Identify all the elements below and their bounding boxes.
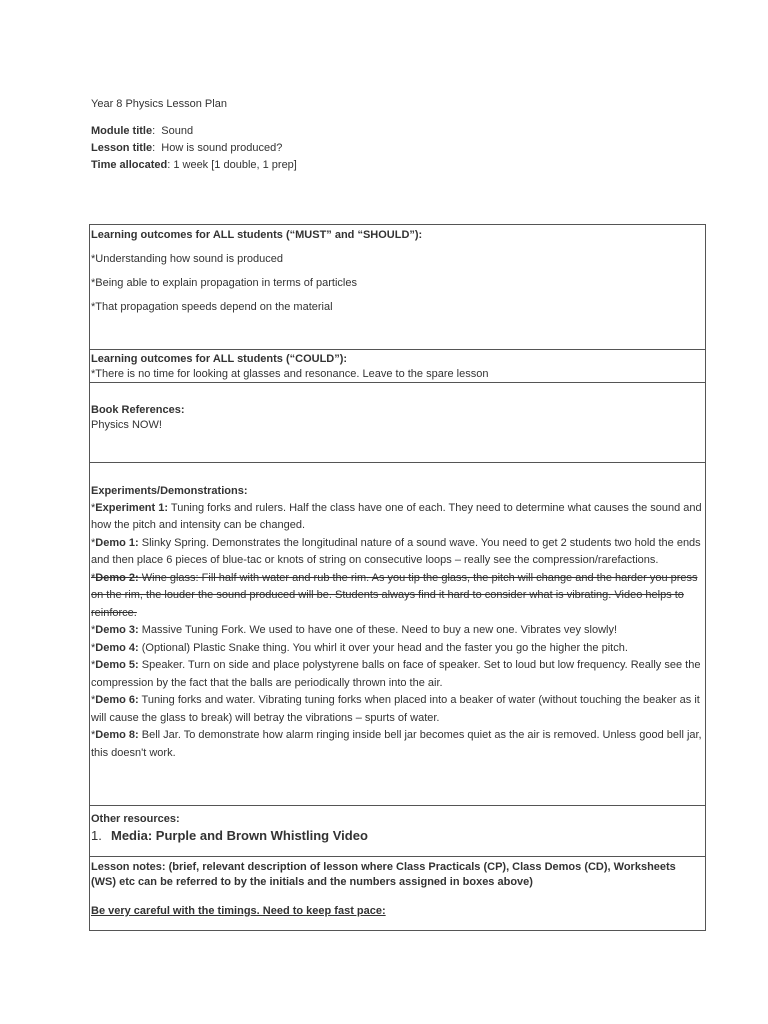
- experiment-text: (Optional) Plastic Snake thing. You whirl it over your head and the faster you go the higher the pitch.: [141, 641, 628, 654]
- experiment-item: *Demo 8: Bell Jar. To demonstrate how alarm ringing inside bell jar becomes quiet as the air is removed. Unless good bell jar, this doesn't work.: [91, 729, 702, 759]
- media-resource-number: 1.: [91, 827, 102, 843]
- experiment-text: Bell Jar. To demonstrate how alarm ringing inside bell jar becomes quiet as the air is removed. Unless good bell jar, this doesn't work.: [91, 729, 702, 759]
- book-references-cell: [90, 383, 705, 463]
- document-title: Year 8 Physics Lesson Plan: [91, 98, 227, 110]
- book-references-heading: Book References:: [91, 404, 185, 416]
- experiment-item: *Demo 3: Massive Tuning Fork. We used to have one of these. Need to buy a new one. Vibrates vey slowly!: [91, 624, 618, 637]
- experiment-item: *Demo 1: Slinky Spring. Demonstrates the longitudinal nature of a sound wave. You need to get 2 students two hold the ends and then place 6 pieces of blue-tac or knots of string on consecutive loops – really see the compression/rarefactions.: [91, 536, 701, 567]
- experiments-cell: [90, 463, 705, 806]
- notes-spacer: [91, 890, 703, 904]
- experiment-text: Tuning forks and rulers. Half the class have one of each. They need to determine what causes the sound and how the pitch and intensity can be changed.: [91, 501, 702, 532]
- lesson-plan-table: [89, 224, 706, 931]
- experiment-text: Massive Tuning Fork. We used to have one of these. Need to buy a new one. Vibrates vey slowly!: [141, 624, 618, 637]
- experiment-text: Speaker. Turn on side and place polystyrene balls on face of speaker. Set to loud but low frequency. Really see the compression by the fact that the balls are periodically thrown into the air.: [91, 659, 701, 689]
- experiment-label: Demo 3:: [95, 624, 139, 637]
- outcome-item: *Being able to explain propagation in terms of particles: [91, 276, 357, 289]
- experiment-label: Demo 1:: [95, 536, 139, 549]
- lesson-title-label: Lesson title: [91, 141, 153, 154]
- experiment-label: Demo 8:: [95, 729, 139, 742]
- experiment-item-struck: *Demo 2: Wine glass: Fill half with water and rub the rim. As you tip the glass, the pitch will change and the harder you press on the rim, the louder the sound produced will be. Students always find it hard to consider what is vibrating. Video helps to reinforce.: [91, 571, 698, 619]
- media-resource-item: [91, 827, 703, 845]
- experiments-heading: Experiments/Demonstrations:: [91, 485, 248, 497]
- outcomes-could-heading: Learning outcomes for ALL students (“COULD”):: [91, 353, 348, 365]
- outcomes-must-cell: [90, 225, 705, 350]
- outcome-item: *That propagation speeds depend on the material: [91, 300, 333, 313]
- document-header: [91, 97, 691, 174]
- module-title-line: Module title: Sound: [91, 124, 194, 137]
- lesson-title-value: How is sound produced?: [161, 141, 283, 154]
- book-reference-value: Physics NOW!: [91, 418, 162, 431]
- experiment-label: Demo 5:: [95, 659, 139, 672]
- experiment-item: *Demo 4: (Optional) Plastic Snake thing. You whirl it over your head and the faster you go the higher the pitch.: [91, 641, 628, 654]
- time-allocated-value: : 1 week [1 double, 1 prep]: [167, 158, 297, 171]
- lesson-notes-heading: Lesson notes: (brief, relevant description of lesson where Class Practicals (CP), Class Demos (CD), Worksheets (WS) etc can be referred to by the initials and the numbers assigned in boxes above): [91, 861, 676, 888]
- experiment-label: Demo 4:: [95, 641, 139, 654]
- outcomes-must-heading: Learning outcomes for ALL students (“MUST” and “SHOULD”):: [91, 229, 423, 241]
- time-allocated-label: Time allocated: [91, 158, 168, 171]
- experiment-item: *Experiment 1: Tuning forks and rulers. Half the class have one of each. They need to determine what causes the sound and how the pitch and intensity can be changed.: [91, 501, 702, 532]
- time-allocated-line: [91, 158, 691, 173]
- media-resource-text: Media: Purple and Brown Whistling Video: [111, 827, 368, 843]
- experiment-text: Slinky Spring. Demonstrates the longitudinal nature of a sound wave. You need to get 2 students two hold the ends and then place 6 pieces of blue-tac or knots of string on consecutive loops – really see the compression/rarefactions.: [91, 536, 701, 567]
- experiment-item: *Demo 6: Tuning forks and water. Vibrating tuning forks when placed into a beaker of water (without touching the beaker as it will cause the glass to break) will betray the vibrations – spurts of water.: [91, 694, 700, 724]
- experiment-label: Demo 2:: [95, 571, 139, 584]
- experiment-item: *Demo 5: Speaker. Turn on side and place polystyrene balls on face of speaker. Set to loud but low frequency. Really see the compression by the fact that the balls are periodically thrown into the air.: [91, 659, 701, 689]
- module-title-value: Sound: [161, 124, 194, 137]
- other-resources-cell: [90, 806, 705, 857]
- experiment-text: Wine glass: Fill half with water and rub the rim. As you tip the glass, the pitch will change and the harder you press on the rim, the louder the sound produced will be. Students always find it hard to consider what is vibrating. Video helps to reinforce.: [91, 571, 698, 619]
- experiment-label: Experiment 1:: [95, 501, 169, 514]
- outcomes-could-cell: [90, 350, 705, 383]
- lesson-notes-warning: Be very careful with the timings. Need to keep fast pace:: [91, 904, 386, 917]
- outcome-item: *Understanding how sound is produced: [91, 252, 284, 265]
- other-resources-heading: Other resources:: [91, 813, 180, 825]
- experiment-label: Demo 6:: [95, 694, 139, 707]
- experiment-text: Tuning forks and water. Vibrating tuning forks when placed into a beaker of water (without touching the beaker as it will cause the glass to break) will betray the vibrations – spurts of water.: [91, 694, 700, 724]
- lesson-notes-cell: [90, 857, 705, 930]
- lesson-title-line: Lesson title: How is sound produced?: [91, 141, 283, 154]
- module-title-label: Module title: [91, 124, 153, 137]
- outcome-item: *There is no time for looking at glasses and resonance. Leave to the spare lesson: [91, 367, 489, 380]
